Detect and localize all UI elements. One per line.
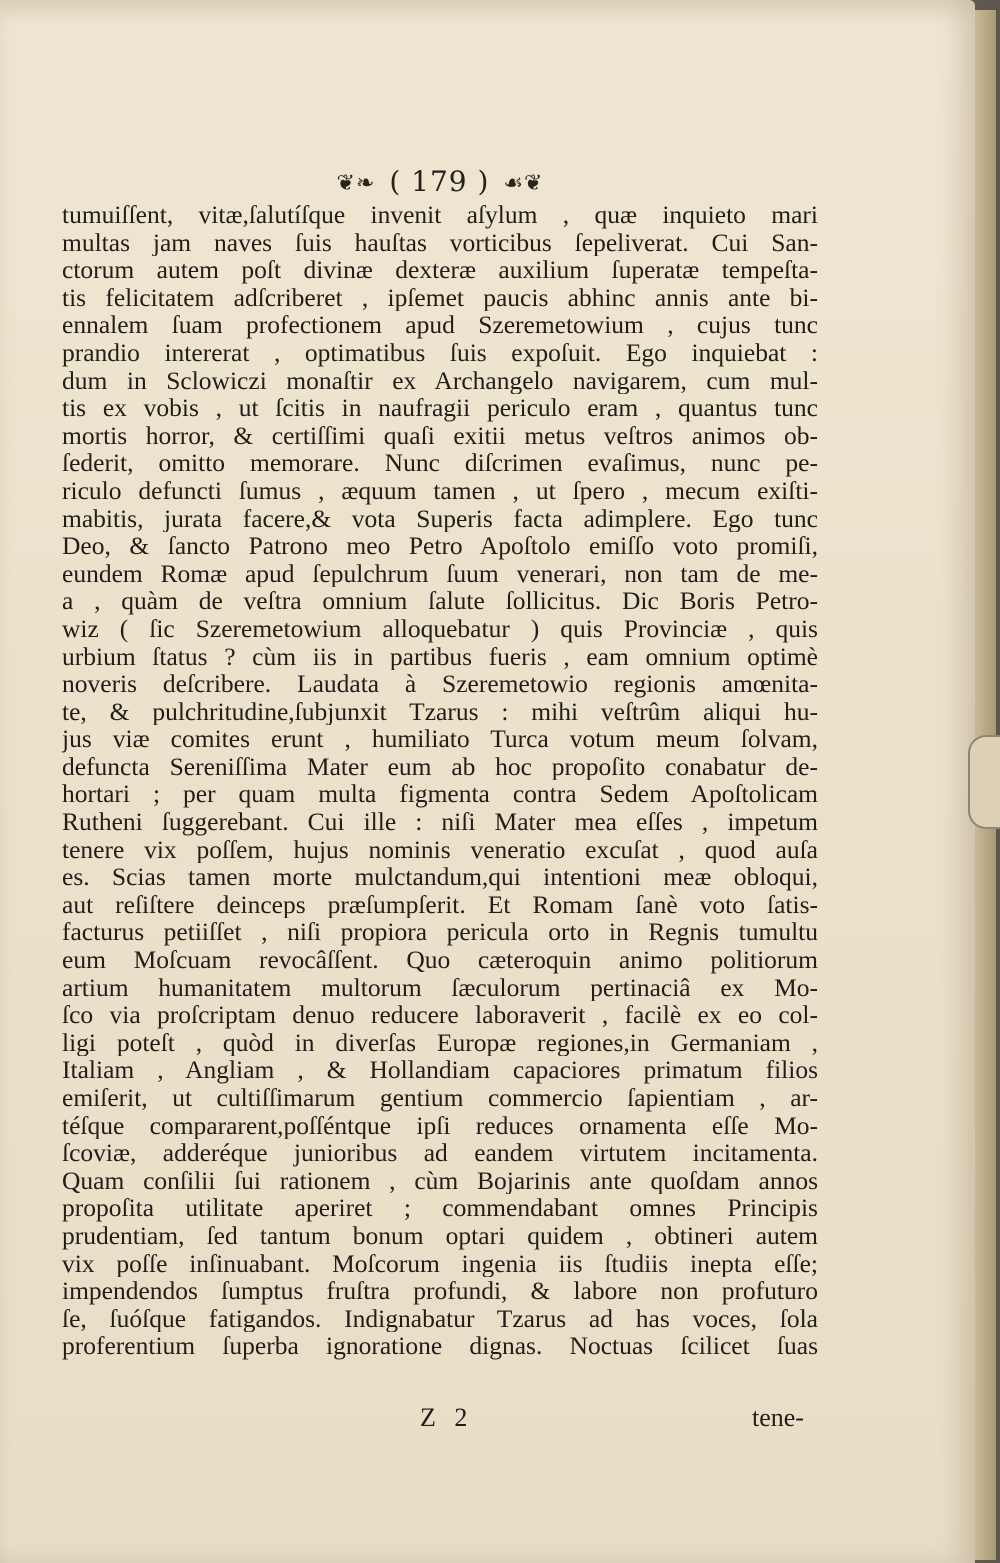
text-line: mabitis, jurata facere,& vota Superis facta adimplere. Ego tunc (62, 504, 818, 533)
text-line: ſco via proſcriptam denuo reducere laboraverit , facilè ex eo col- (62, 1001, 818, 1029)
text-line: tis felicitatem adſcriberet , ipſemet paucis abhinc annis ante bi- (62, 283, 818, 312)
text-line: multas jam naves ſuis hauſtas vorticibus ſepeliverat. Cui San- (62, 228, 818, 257)
text-line: eundem Romæ apud ſepulchrum ſuum venerari, non tam de me- (62, 559, 818, 588)
text-line: es. Scias tamen morte mulctandum,qui intentioni meæ obloqui, (62, 863, 818, 891)
text-line: Italiam , Angliam , & Hollandiam capaciores primatum filios (62, 1056, 818, 1084)
text-line: tenere vix poſſem, hujus nominis veneratio excuſat , quod auſa (62, 835, 818, 864)
right-ornament-icon: ☙❦ (503, 170, 544, 196)
page-footer (0, 1403, 1000, 1439)
text-line: téſque compararent,poſſéntque ipſi reduces ornamenta eſſe Mo- (62, 1111, 818, 1140)
text-line: emiſerit, ut cultiſſimarum gentium commercio ſapientiam , ar- (62, 1084, 818, 1112)
text-line: jus viæ comites erunt , humiliato Turca votum meum ſolvam, (62, 725, 818, 753)
text-line: dum in Sclowiczi monaſtir ex Archangelo navigarem, cum mul- (62, 366, 818, 395)
text-line: facturus petiiſſet , niſi propiora pericula orto in Regnis tumultu (62, 918, 818, 947)
left-ornament-icon: ❦❧ (336, 170, 376, 196)
text-line: ſe, ſuóſque fatigandos. Indignabatur Tzarus ad has voces, ſola (62, 1304, 818, 1333)
text-line: ennalem ſuam profectionem apud Szeremetowium , cujus tunc (62, 311, 818, 339)
text-line: urbium ſtatus ? cùm iis in partibus fueris , eam omnium optimè (62, 642, 818, 671)
catchword: tene- (752, 1403, 804, 1432)
text-line: defuncta Sereniſſima Mater eum ab hoc propoſito conabatur de- (62, 752, 818, 781)
text-line: Rutheni ſuggerebant. Cui ille : niſi Mater mea eſſes , impetum (62, 808, 818, 836)
book-clasp (968, 735, 1000, 829)
text-line: Deo, & ſancto Patrono meo Petro Apoſtolo emiſſo voto promiſi, (62, 532, 818, 560)
text-line: tumuiſſent, vitæ,ſalutíſque invenit aſylum , quæ inquieto mari (62, 201, 818, 229)
text-line: propoſita utilitate aperiret ; commendabant omnes Principis (62, 1194, 818, 1222)
text-line: hortari ; per quam multa figmenta contra Sedem Apoſtolicam (62, 780, 818, 809)
text-line: ctorum autem poſt divinæ dexteræ auxilium ſuperatæ tempeſta- (62, 256, 818, 284)
text-line: eum Moſcuam revocâſſent. Quo cæteroquin animo politiorum (62, 946, 818, 974)
body-text (62, 201, 818, 1360)
text-line: Quam conſilii ſui rationem , cùm Bojarinis ante quoſdam annos (62, 1166, 818, 1195)
text-line: impendendos ſumptus fruſtra profundi, & labore non profuturo (62, 1277, 818, 1305)
text-line: ſcoviæ, adderéque junioribus ad eandem virtutem incitamenta. (62, 1139, 818, 1167)
page-number: ( 179 ) (389, 165, 490, 198)
text-line: ligi poteſt , quòd in diverſas Europæ regiones,in Germaniam , (62, 1028, 818, 1057)
text-line: a , quàm de veſtra omnium ſalute ſollicitus. Dic Boris Petro- (62, 587, 818, 615)
text-line: prandio intererat , optimatibus ſuis expoſuit. Ego inquiebat : (62, 338, 818, 367)
page-header (0, 162, 880, 204)
text-line: proferentium ſuperba ignoratione dignas. Noctuas ſcilicet ſuas (62, 1332, 818, 1360)
text-line: mortis horror, & certiſſimi quaſi exitii metus veſtros animos ob- (62, 421, 818, 450)
text-line: ſederit, omitto memorare. Nunc diſcrimen evaſimus, nunc pe- (62, 449, 818, 477)
text-line: riculo defuncti ſumus , æquum tamen , ut ſpero , mecum exiſti- (62, 476, 818, 505)
text-line: tis ex vobis , ut ſcitis in naufragii periculo eram , quantus tunc (62, 394, 818, 422)
text-line: artium humanitatem multorum ſæculorum pertinaciâ ex Mo- (62, 973, 818, 1002)
text-line: wiz ( ſic Szeremetowium alloquebatur ) quis Provinciæ , quis (62, 614, 818, 643)
text-line: noveris deſcribere. Laudata à Szeremetowio regionis amœnita- (62, 670, 818, 698)
signature-mark: Z 2 (420, 1403, 474, 1432)
text-line: vix poſſe inſinuabant. Moſcorum ingenia iis ſtudiis inepta eſſe; (62, 1249, 818, 1278)
text-line: aut reſiſtere deinceps præſumpſerit. Et Romam ſanè voto ſatis- (62, 890, 818, 919)
text-line: te, & pulchritudine,ſubjunxit Tzarus : mihi veſtrûm aliqui hu- (62, 697, 818, 726)
text-line: prudentiam, ſed tantum bonum optari quidem , obtineri autem (62, 1221, 818, 1250)
